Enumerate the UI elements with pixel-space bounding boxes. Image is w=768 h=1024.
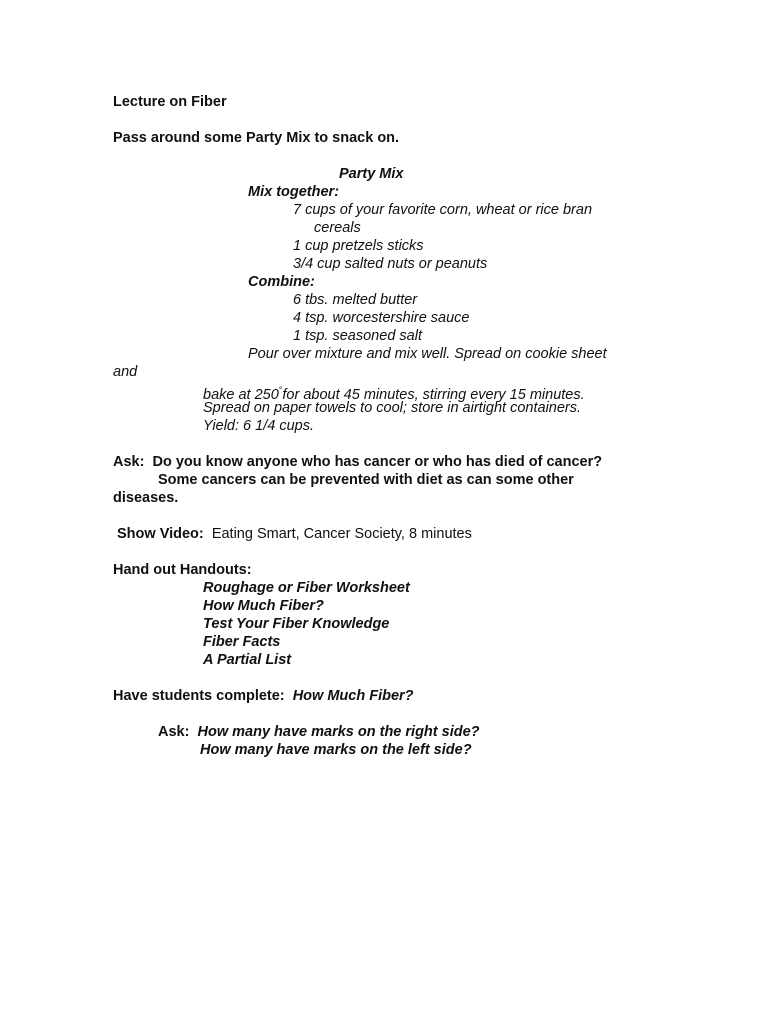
recipe-title: Party Mix [339, 166, 404, 182]
handout-item: How Much Fiber? [203, 598, 324, 614]
complete-label: Have students complete: [113, 688, 285, 704]
ask-label: Ask: [113, 454, 145, 470]
video-label: Show Video: [117, 526, 204, 542]
document-title: Lecture on Fiber [113, 94, 227, 110]
directions-line: Spread on paper towels to cool; store in airtight containers. [203, 400, 582, 416]
mix-item: 7 cups of your favorite corn, wheat or rice bran [293, 202, 593, 218]
ask-note: diseases. [113, 490, 179, 506]
mix-item: 1 cup pretzels sticks [293, 238, 424, 254]
bake-time: for about 45 minutes, stirring every 15 minutes. [282, 386, 585, 403]
ask-question: Do you know anyone who has cancer or who has died of cancer? [152, 454, 603, 470]
mix-heading: Mix together: [248, 184, 340, 200]
handout-item: Fiber Facts [203, 634, 281, 650]
combine-heading: Combine: [248, 274, 315, 290]
ask-marks-question: How many have marks on the left side? [200, 742, 472, 758]
video-line [117, 525, 472, 543]
mix-item: cereals [314, 220, 361, 236]
handout-item: Test Your Fiber Knowledge [203, 616, 390, 632]
intro-line: Pass around some Party Mix to snack on. [113, 130, 400, 146]
ask-marks-line [158, 723, 480, 741]
directions-line: Pour over mixture and mix well. Spread on cookie sheet [248, 346, 607, 362]
complete-line [113, 687, 414, 705]
bake-temperature: bake at 250 [203, 386, 279, 403]
handout-item: A Partial List [203, 652, 292, 668]
ask-cancer-line [113, 453, 602, 471]
combine-item: 1 tsp. seasoned salt [293, 328, 422, 344]
complete-item: How Much Fiber? [292, 688, 414, 704]
ask-note: Some cancers can be prevented with diet as can some other [158, 472, 574, 488]
handouts-heading: Hand out Handouts: [113, 562, 252, 578]
directions-line: and [113, 364, 138, 380]
degree-mark: ° [278, 385, 283, 395]
ask-label: Ask: [158, 724, 190, 740]
combine-item: 4 tsp. worcestershire sauce [293, 310, 470, 326]
combine-item: 6 tbs. melted butter [293, 292, 418, 308]
video-title: Eating Smart, Cancer Society, 8 minutes [211, 526, 472, 542]
mix-item: 3/4 cup salted nuts or peanuts [293, 256, 488, 272]
ask-marks-question: How many have marks on the right side? [197, 724, 480, 740]
handout-item: Roughage or Fiber Worksheet [203, 580, 410, 596]
yield-line: Yield: 6 1/4 cups. [203, 418, 314, 434]
